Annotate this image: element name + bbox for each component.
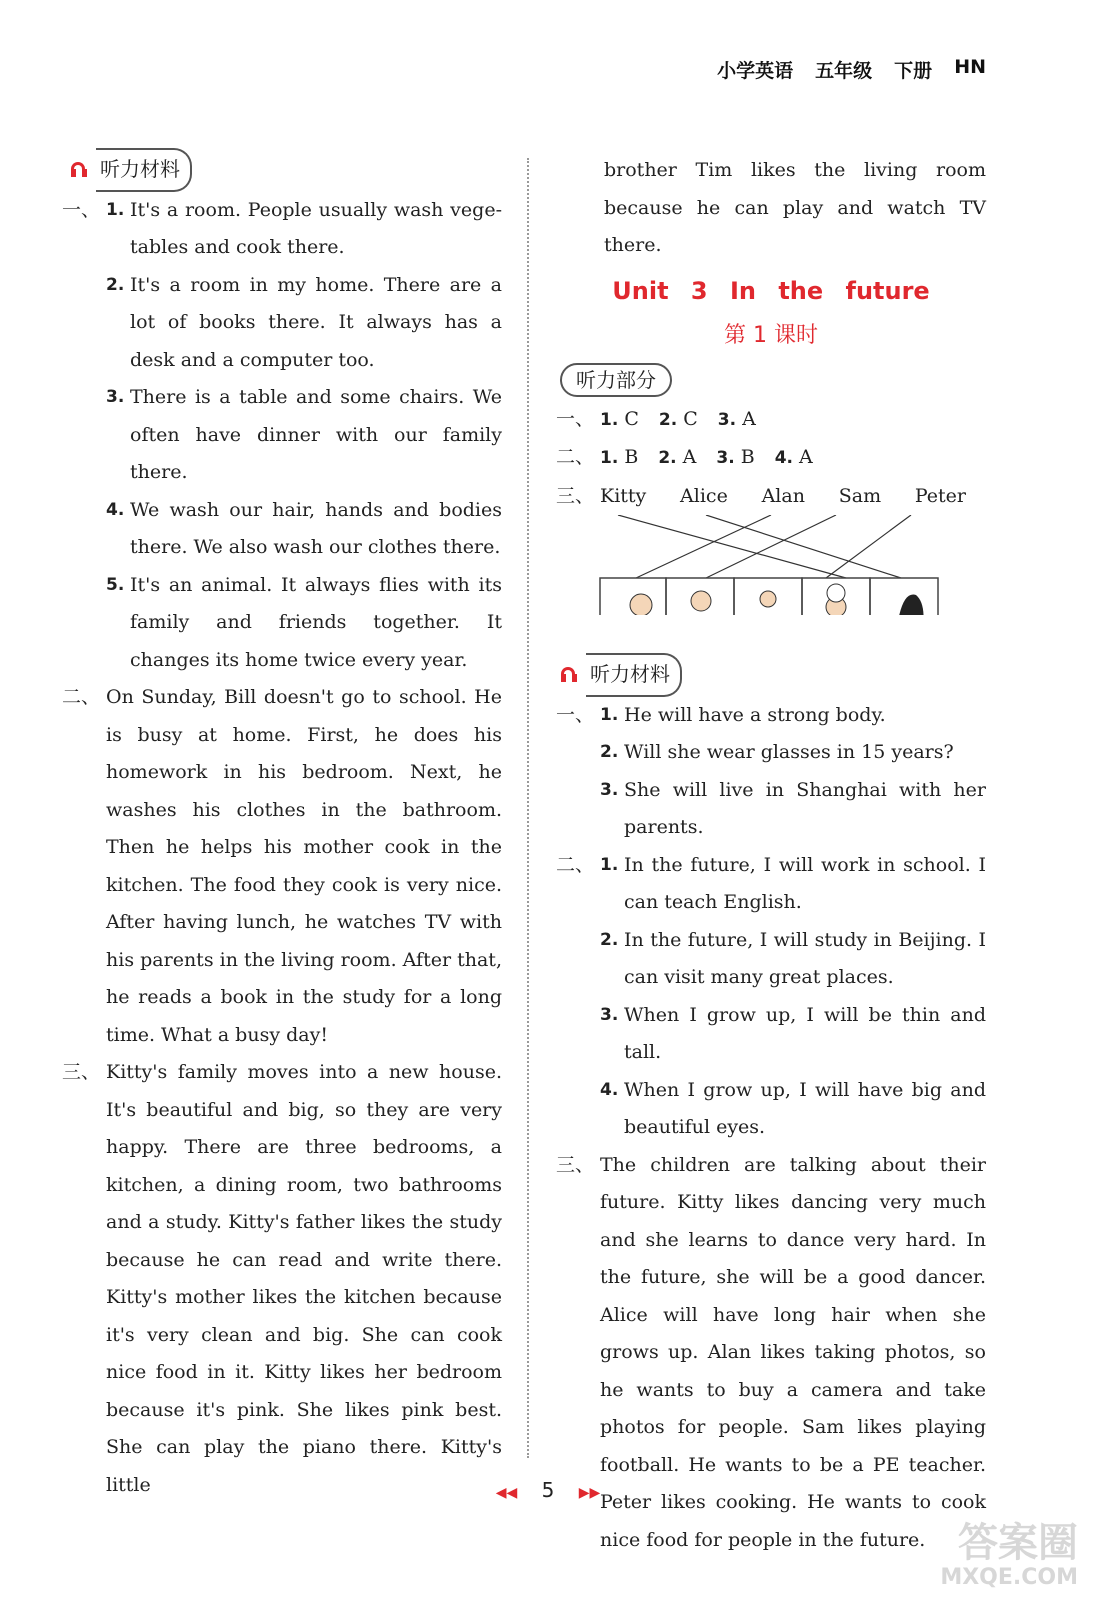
match-line — [706, 515, 836, 578]
face-icon — [691, 591, 711, 611]
page-footer — [0, 1478, 1096, 1502]
answer-value: B — [740, 446, 755, 468]
header-subject: 小学英语 — [717, 60, 794, 82]
chef-hat-icon — [827, 584, 845, 602]
long-hair-icon — [896, 595, 924, 616]
answer — [775, 439, 813, 478]
item-text: It's a room in my home. There are a lot of books there. It always has a desk and a computer too. — [130, 273, 502, 371]
answer — [718, 401, 756, 440]
item-number: 2. — [600, 929, 619, 950]
lesson-title: 第 1 课时 — [724, 322, 818, 348]
matching-lines-svg — [556, 515, 986, 615]
item-number: 1. — [600, 854, 619, 875]
headphones-icon — [70, 162, 88, 178]
name-list — [600, 478, 986, 516]
answer-value: A — [682, 446, 697, 468]
watermark-url: MXQE.COM — [940, 1565, 1078, 1590]
tag-label: 听力材料 — [586, 653, 682, 697]
match-line — [618, 515, 846, 578]
list-item — [600, 922, 986, 997]
item-text: When I grow up, I will have big and beautiful eyes. — [624, 1078, 986, 1138]
list-item — [600, 697, 986, 735]
item-number: 4. — [106, 499, 125, 520]
answer-value: A — [799, 446, 813, 468]
section-text: On Sunday, Bill doesn't go to school. He is busy at home. First, he does his homework in his bedroom. Next, he washes his clothes in the bathroom. Then he helps his mother cook in the kitchen. The food they cook is very nice. After having lunch, he watches TV with his parents in the living room. After that, he reads a book in the study for a long time. What a busy day! — [106, 686, 502, 1046]
section-number: 二、 — [62, 686, 101, 708]
list-item — [106, 492, 502, 567]
item-text: When I grow up, I will be thin and tall. — [624, 1003, 986, 1063]
section-1 — [556, 697, 986, 847]
listening-part-tag: 听力部分 — [560, 363, 672, 397]
item-number: 4. — [600, 1079, 619, 1100]
item-number: 3. — [600, 779, 619, 800]
list-item — [106, 567, 502, 680]
item-text: She will live in Shanghai with her parents. — [624, 778, 986, 838]
answer-row-2 — [556, 439, 986, 478]
match-line — [706, 515, 901, 578]
section-2 — [62, 679, 502, 1054]
list-item — [600, 997, 986, 1072]
unit-title: Unit 3 In the future — [612, 276, 930, 305]
item-number: 1. — [600, 704, 619, 725]
header-term: 下册 — [894, 60, 933, 82]
section-1 — [62, 192, 502, 680]
item-number: 1. — [106, 199, 125, 220]
headphones-icon — [560, 667, 578, 683]
item-text: We wash our hair, hands and bodies there. We also wash our clothes there. — [130, 498, 502, 558]
section-number: 二、 — [556, 446, 595, 468]
item-text: It's an animal. It always flies with its family and friends together. It changes its home twice every year. — [130, 573, 502, 671]
listening-material-tag — [560, 655, 682, 695]
answer-row-1 — [556, 401, 986, 440]
name-alan: Alan — [761, 484, 805, 507]
section-items — [600, 697, 986, 847]
answer-number: 1. — [600, 448, 619, 468]
answer — [600, 439, 638, 478]
list-item — [600, 1072, 986, 1147]
answer — [659, 401, 698, 440]
item-text: In the future, I will work in school. I can teach English. — [624, 853, 986, 913]
section-items — [600, 847, 986, 1147]
item-text: There is a table and some chairs. We often have dinner with our family there. — [130, 386, 502, 483]
answer-value: C — [683, 407, 698, 430]
item-number: 3. — [600, 1004, 619, 1025]
section-number: 三、 — [62, 1061, 101, 1083]
name-sam: Sam — [838, 484, 882, 507]
section-number: 三、 — [556, 484, 595, 507]
answer — [600, 401, 639, 440]
list-item — [106, 379, 502, 492]
watermark — [940, 1522, 1078, 1592]
column-divider — [527, 158, 529, 1458]
section-number: 一、 — [556, 407, 595, 430]
item-text: In the future, I will study in Beijing. I can visit many great places. — [624, 928, 986, 988]
answer-number: 3. — [716, 448, 735, 468]
name-kitty: Kitty — [600, 484, 647, 507]
listening-material-tag — [70, 150, 192, 190]
page-number: 5 — [541, 1478, 555, 1502]
section-number: 二、 — [556, 853, 595, 876]
watermark-logo: 答案圈 — [958, 1520, 1078, 1566]
next-page-icon[interactable]: ▶▶ — [578, 1485, 601, 1501]
right-column — [556, 152, 986, 1559]
face-icon — [630, 594, 652, 615]
section-3 — [62, 1054, 502, 1504]
header-grade: 五年级 — [815, 60, 873, 82]
section-text: Kitty's family moves into a new house. It's beautiful and big, so they are very happy. There are three bedrooms, a kitchen, a dining room, two bathrooms and a study. Kitty's father likes the study because he can read and write there. Kitty's mother likes the kitchen because it's very clean and big. She can cook nice food in it. Kitty likes her bedroom because it's pink. She likes pink best. She can play the piano there. Kitty's little — [106, 1061, 502, 1496]
answer-number: 4. — [774, 448, 793, 468]
header-edition: HN — [954, 56, 986, 78]
section-number: 三、 — [556, 1153, 595, 1176]
section-2 — [556, 847, 986, 1147]
answer-value: A — [742, 407, 756, 430]
page-header — [717, 56, 986, 83]
item-number: 5. — [106, 574, 125, 595]
picture-frames — [600, 578, 938, 615]
item-number: 2. — [600, 742, 619, 762]
match-line — [636, 515, 771, 578]
answer-number: 2. — [658, 409, 678, 430]
matching-diagram — [556, 515, 986, 615]
left-column — [62, 150, 502, 1504]
continued-text: brother Tim likes the living room because he can play and watch TV there. — [604, 159, 986, 256]
answer-number: 3. — [717, 409, 737, 430]
list-item — [600, 734, 986, 772]
list-item — [600, 772, 986, 847]
item-text: He will have a strong body. — [624, 703, 886, 726]
prev-page-icon[interactable]: ◀◀ — [495, 1485, 518, 1501]
section-items — [106, 192, 502, 680]
list-item — [106, 192, 502, 267]
answer-value: C — [624, 407, 639, 430]
section-number: 一、 — [62, 198, 101, 221]
name-peter: Peter — [914, 484, 966, 507]
item-text: Will she wear glasses in 15 years? — [624, 741, 954, 763]
list-item — [106, 267, 502, 380]
answer — [716, 439, 754, 478]
match-line — [826, 515, 911, 578]
item-number: 2. — [106, 274, 125, 295]
answer-number: 2. — [658, 448, 677, 468]
item-number: 3. — [106, 387, 125, 407]
name-alice: Alice — [680, 484, 728, 507]
matching-names-row — [556, 478, 986, 516]
tag-label: 听力材料 — [96, 148, 192, 192]
list-item — [600, 847, 986, 922]
section-text: The children are talking about their future. Kitty likes dancing very much and she learns to dance very hard. In the future, she will be a good dancer. Alice will have long hair when she grows up. Alan likes taking photos, so he wants to buy a camera and take photos for people. Sam likes playing football. He wants to be a PE teacher. Peter likes cooking. He wants to cook nice food for people in the future. — [600, 1153, 986, 1551]
answer-value: B — [624, 446, 639, 468]
face-icon — [760, 591, 776, 607]
item-text: It's a room. People usually wash vege-tables and cook there. — [130, 198, 502, 258]
section-number: 一、 — [556, 703, 595, 726]
answer — [658, 439, 696, 478]
answer-number: 1. — [600, 409, 619, 430]
